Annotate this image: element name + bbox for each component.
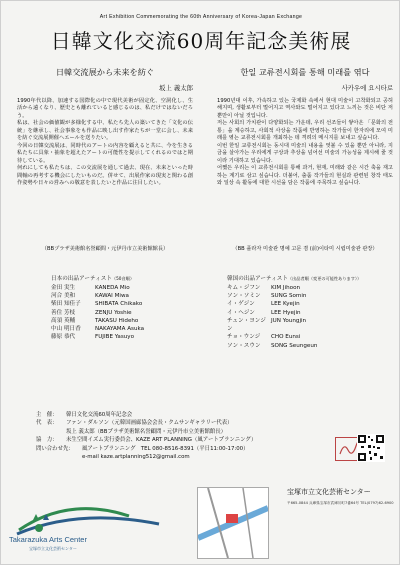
korean-essay <box>217 67 393 187</box>
artist-name-en: LEE Kyejin <box>271 301 300 308</box>
list-item <box>227 284 387 292</box>
logo-subtext: 宝塚市立文化芸術センター <box>29 546 77 551</box>
info-row <box>36 453 366 461</box>
artist-name-kana: チュン・ヨンジン <box>227 317 266 333</box>
list-item <box>227 333 387 341</box>
museum-name: 宝塚市立文化芸術センター <box>287 488 371 496</box>
essay-paragraph: 이번 한일 교류전시회는 동시대 미술의 내용을 엿볼 수 있을 뿐만 아니라, 지금을 살아가는 우리에게 구상과 추상을 넘어선 미술의 가능성을 제시해 줄 것이라 기대하고 있습니다. <box>217 142 393 164</box>
list-item <box>51 284 231 292</box>
logo-text: Takarazuka Arts Center <box>9 535 87 544</box>
korean-essay-body <box>217 98 393 187</box>
japan-artist-heading-note: （50音順） <box>111 276 135 281</box>
artist-name-en: NAKAYAMA Asuka <box>95 326 145 333</box>
artist-name-ja: 金田 実生 <box>51 285 76 291</box>
korean-essay-credit: （BB 플라자 미술관 명예 고문 겸 (前)이타미 시립미술관 관장） <box>232 246 378 252</box>
japanese-essay-body <box>17 98 193 187</box>
info-value: 風アートプランニング TEL 080-8516-8391（平日11:00-17:00） <box>82 445 249 452</box>
essay-paragraph: 何れにしても私たちは、この交流展を通して過去、現在、未来といった時間軸の再考する機会にしたいものだ。併せて、出展作家の現実と関わる創作姿勢や日々の営みへの敬意を表したいと作品に注目したい。 <box>17 165 193 186</box>
korea-artist-heading <box>227 274 387 282</box>
korean-essay-title: 한일 교류전시회를 통해 미래를 엮다 <box>240 67 370 77</box>
artist-name-en: KANEDA Mio <box>95 285 130 291</box>
info-row <box>36 436 366 444</box>
list-item <box>51 317 231 325</box>
location-map[interactable] <box>197 487 269 559</box>
exhibition-subtitle: Art Exhibition Commemorating the 60th Anniversary of Korea-Japan Exchange <box>99 14 303 20</box>
artist-name-ja: 柴田 知佳子 <box>51 301 81 308</box>
artist-name-kana: イ・ヘジン <box>227 309 255 316</box>
email-value[interactable]: e-mail kaze.artplanning512@gmail.com <box>82 453 190 460</box>
list-item <box>51 292 231 300</box>
japanese-essay-title: 日韓交流展から未来を紡ぐ <box>55 67 155 77</box>
japanese-essay <box>17 67 193 187</box>
essay-paragraph: 今回の日韓交流展は、同時代のアートの内容を顧えると共に、今を生きる私たちに具象・抽象を超えたアートの可能性を提示してくれるのではと期待している。 <box>17 142 193 164</box>
list-item <box>227 317 387 333</box>
essay-paragraph: 1990年代以降、加速する国際化の中で現代美術が固定化、空洞化し、生活から遠くなり、歴史とも離れていると感じるのは、私だけではないだろう。 <box>17 98 193 119</box>
info-row <box>36 428 366 436</box>
info-row <box>36 411 366 419</box>
japanese-essay-credit: （BBプラザ美術館名誉顧問・元伊丹市立美術館館長） <box>41 246 169 252</box>
artist-name-en: SHIBATA Chikako <box>95 301 143 308</box>
list-item <box>227 300 387 308</box>
japan-artist-heading <box>51 274 231 282</box>
artist-name-kana: ソン・スウン <box>227 342 261 349</box>
list-item <box>51 325 231 333</box>
info-key <box>36 453 82 461</box>
essay-paragraph: 1990년대 이후, 가속하고 있는 국제화 속에서 현대 미술이 고착화되고 공허해지며, 생활로부터 멀어지고 역사와도 멀어지고 있다고 느끼는 것은 비단 저뿐만이 아닐 것입니다. <box>217 98 393 119</box>
info-key: 代 表： <box>36 420 58 427</box>
museum-address: 〒665-0844 兵庫県宝塚市武庫川町7番64号 TEL(0797)62-6900 <box>287 501 394 505</box>
info-row <box>36 445 366 453</box>
info-key <box>36 428 66 436</box>
info-value: 韓日文化交流60周年記念会 <box>66 412 133 418</box>
artist-name-ja: 高須 英輔 <box>51 317 76 324</box>
artist-name-en: KIM Jihoon <box>271 285 301 291</box>
japan-artist-heading-text: 日本の出品アーティスト <box>51 276 112 282</box>
exhibition-title: 日韓文化交流60周年記念美術展 <box>50 29 352 53</box>
info-key: 協 力： <box>36 437 58 444</box>
japan-artist-list <box>51 274 231 342</box>
artist-name-ja: 善住 芳枝 <box>51 309 76 316</box>
list-item <box>51 333 231 341</box>
essay-paragraph: 私は、社会の価値観が多様化する中、私たち先人の築いてきた「文化の伝統」を継承し、社会事象をも作品に映し出す作家たちが一堂に会し、未来を紡ぐ交流展開催へエールを送りたい。 <box>17 120 193 142</box>
artist-name-en: SUNG Somin <box>271 293 307 300</box>
list-item <box>51 300 231 308</box>
artist-name-en: SONG Seungeun <box>271 342 318 349</box>
artist-name-en: LEE Hyejin <box>271 309 301 316</box>
korean-essay-author: 사카우에 요시타로 <box>341 84 393 92</box>
korea-artist-heading-note: （出品者順（変更の可能性あります）） <box>287 276 362 281</box>
list-item <box>227 292 387 300</box>
artist-name-en: KAWAI Miwa <box>95 293 129 300</box>
artist-name-en: FUJIBE Yasuyo <box>95 334 135 341</box>
japanese-essay-author: 坂上 義太郎 <box>159 84 193 92</box>
info-value: 坂上 義太郎（BBプラザ美術館名誉顧問・元伊丹市立美術館館長） <box>66 428 227 435</box>
info-value: 未生空間イズム実行委員会、KAZE ART PLANNING（風アートプランニング） <box>66 437 257 444</box>
artist-name-ja: 河合 美和 <box>51 293 76 300</box>
artist-name-kana: ソン・ソミン <box>227 293 261 300</box>
list-item <box>227 342 387 350</box>
list-item <box>227 309 387 317</box>
info-value: ファン・ダルソン（元韓国画廊協会会長・クムサンギャラリー代表） <box>66 420 233 427</box>
artist-name-ja: 藤原 恭代 <box>51 334 76 341</box>
artist-name-kana: チョ・ウンジ <box>227 334 261 341</box>
artist-name-en: JUN Youngjin <box>271 317 307 324</box>
artist-name-en: CHO Eunsi <box>271 334 301 341</box>
korea-artist-heading-text: 韓国の出品アーティスト <box>227 276 288 282</box>
artist-name-kana: キム・ジフン <box>227 285 261 291</box>
museum-info <box>287 487 394 506</box>
korea-artist-list <box>227 274 387 350</box>
artist-name-ja: 中山 明日香 <box>51 326 81 333</box>
qr-code-icon[interactable] <box>357 434 385 462</box>
info-key: 主 催： <box>36 412 58 418</box>
essay-paragraph: 어쨌든 우리는 이 교류전시회를 통해 과거, 현재, 미래와 같은 시간 축을 재고하는 계기로 삼고 싶습니다. 더불어, 출품 작가들의 현실과 관련된 창작 태도와 일상 속 활동에 대한 시선을 담은 작품에 주목하고 싶습니다. <box>217 165 393 186</box>
artist-name-en: TAKASU Hideho <box>95 317 139 324</box>
organizer-info <box>36 411 366 461</box>
essay-paragraph: 저는 사회의 가치관이 다양화되는 가운데, 우리 선조들이 쌓아온 「문화의 전통」을 계승하고, 사회적 사상을 작품에 반영하는 작가들이 한자리에 모여 미래를 엮는 교류전시회를 개최하는 데 격려의 메시지를 보내고 싶습니다. <box>217 120 393 142</box>
artist-name-kana: イ・ゲジン <box>227 301 255 308</box>
artist-name-en: ZENJU Yoshie <box>95 309 132 316</box>
list-item <box>51 309 231 317</box>
info-row <box>36 419 366 427</box>
info-key: 問い合わせ先： <box>36 445 74 452</box>
